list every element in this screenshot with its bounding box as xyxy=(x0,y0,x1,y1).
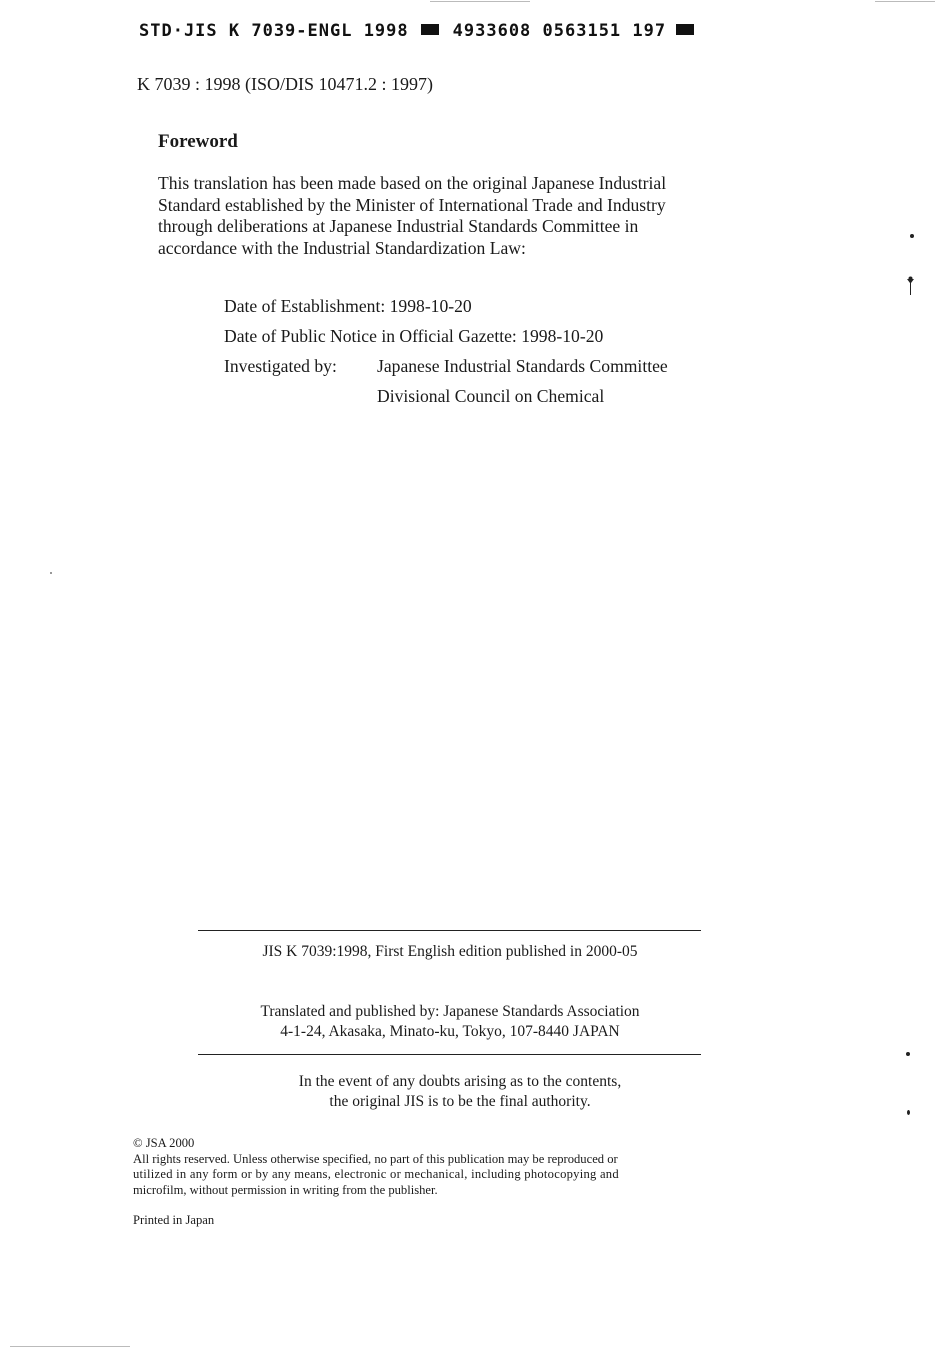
stamp-block-icon xyxy=(421,24,439,35)
foreword-line: Standard established by the Minister of International Trade and Industry xyxy=(158,194,666,215)
edition-notice: JIS K 7039:1998, First English edition published in 2000-05 xyxy=(262,943,638,960)
publisher-line: Translated and published by: Japanese Standards Association xyxy=(260,1003,640,1020)
scan-artifact-top-right xyxy=(875,1,935,2)
investigated-by-committee: Japanese Industrial Standards Committee xyxy=(377,356,668,376)
authority-line: In the event of any doubts arising as to the contents, xyxy=(298,1073,622,1090)
scan-artifact-top xyxy=(430,1,530,2)
copyright-notice: © JSA 2000 xyxy=(133,1136,195,1150)
rights-line: utilized in any form or by any means, electronic or mechanical, including photocopying and xyxy=(133,1167,619,1181)
date-of-public-notice: Date of Public Notice in Official Gazette: 1998-10-20 xyxy=(224,326,604,346)
rights-line: All rights reserved. Unless otherwise specified, no part of this publication may be reproduced or xyxy=(133,1151,618,1166)
document-header: K 7039 : 1998 (ISO/DIS 10471.2 : 1997) xyxy=(137,74,433,94)
foreword-line: accordance with the Industrial Standardization Law: xyxy=(158,237,526,258)
barcode-stamp xyxy=(139,21,694,41)
authority-line: the original JIS is to be the final authority. xyxy=(329,1093,591,1110)
copyright-block xyxy=(133,1136,773,1198)
scan-artifact-bottom xyxy=(10,1346,130,1347)
scan-speck xyxy=(906,1052,910,1056)
investigated-by-row xyxy=(224,356,668,386)
rights-line: microfilm, without permission in writing from the publisher. xyxy=(133,1182,438,1197)
divider-top xyxy=(198,930,701,931)
foreword-title: Foreword xyxy=(158,131,238,152)
printed-in: Printed in Japan xyxy=(133,1213,215,1227)
divider-bottom xyxy=(198,1054,701,1055)
investigated-by-label: Investigated by: xyxy=(224,356,337,376)
scan-speck xyxy=(50,572,52,574)
publisher-block xyxy=(0,1002,900,1042)
authority-notice xyxy=(0,1072,920,1112)
dates-block xyxy=(224,296,668,416)
scan-speck xyxy=(910,234,914,238)
stamp-left: STD·JIS K 7039-ENGL 1998 xyxy=(139,21,409,41)
foreword-line: This translation has been made based on the original Japanese Industrial xyxy=(158,173,667,193)
stamp-block-end-icon xyxy=(676,24,694,35)
date-of-establishment: Date of Establishment: 1998-10-20 xyxy=(224,296,472,316)
publisher-address: 4-1-24, Akasaka, Minato-ku, Tokyo, 107-8440 JAPAN xyxy=(280,1023,620,1040)
foreword-paragraph xyxy=(158,173,773,259)
stamp-middle: 4933608 0563151 197 xyxy=(452,21,667,41)
foreword-line: through deliberations at Japanese Industrial Standards Committee in xyxy=(158,216,639,236)
investigated-by-council: Divisional Council on Chemical xyxy=(377,386,605,406)
scan-speck-large-icon xyxy=(906,276,915,296)
scan-speck xyxy=(907,1110,910,1115)
